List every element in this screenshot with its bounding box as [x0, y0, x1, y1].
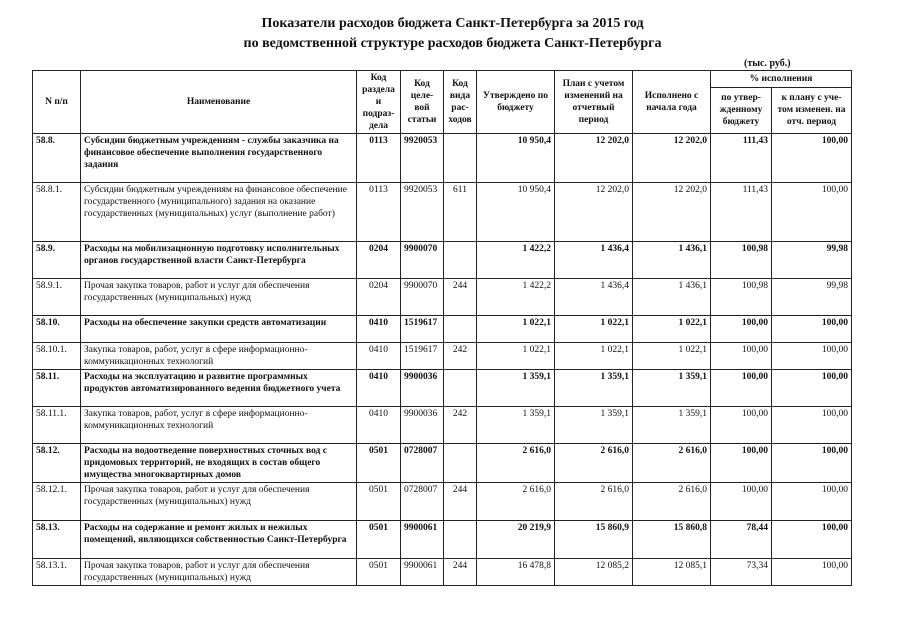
row-pct-approved: 73,34: [711, 559, 772, 586]
row-plan-value: 2 616,0: [555, 483, 633, 521]
row-razdel-code: 0410: [357, 316, 401, 343]
row-pct-plan: 100,00: [772, 316, 852, 343]
row-pct-plan: 100,00: [772, 444, 852, 483]
row-number: 58.10.1.: [33, 343, 81, 370]
header-pct-group: % исполнения: [711, 71, 852, 88]
row-name: Прочая закупка товаров, работ и услуг для обеспечения государственных (муниципальных) нужд: [81, 279, 357, 316]
row-pct-plan: 100,00: [772, 483, 852, 521]
header-cel: Код целе-вой статьи: [401, 71, 444, 134]
row-approved-value: 20 219,9: [477, 521, 555, 559]
row-razdel-code: 0501: [357, 521, 401, 559]
row-expense-type-code: 242: [444, 343, 477, 370]
header-plan: План с учетом изменений на отчетный период: [555, 71, 633, 134]
row-plan-value: 1 436,4: [555, 279, 633, 316]
row-approved-value: 10 950,4: [477, 134, 555, 183]
row-pct-approved: 100,00: [711, 343, 772, 370]
row-expense-type-code: [444, 444, 477, 483]
row-executed-value: 1 436,1: [633, 279, 711, 316]
row-target-code: 0728007: [401, 483, 444, 521]
row-expense-type-code: [444, 370, 477, 407]
row-pct-approved: 100,00: [711, 483, 772, 521]
row-executed-value: 15 860,8: [633, 521, 711, 559]
row-target-code: 9920053: [401, 134, 444, 183]
header-name: Наименование: [81, 71, 357, 134]
row-razdel-code: 0410: [357, 407, 401, 444]
row-plan-value: 1 022,1: [555, 343, 633, 370]
row-target-code: 1519617: [401, 343, 444, 370]
row-number: 58.13.1.: [33, 559, 81, 586]
row-expense-type-code: 244: [444, 279, 477, 316]
row-pct-plan: 100,00: [772, 370, 852, 407]
row-plan-value: 12 085,2: [555, 559, 633, 586]
row-approved-value: 10 950,4: [477, 183, 555, 242]
report-title: Показатели расходов бюджета Санкт-Петербурга за 2015 год: [261, 16, 644, 31]
row-razdel-code: 0204: [357, 242, 401, 279]
row-target-code: 9900070: [401, 279, 444, 316]
row-pct-plan: 100,00: [772, 559, 852, 586]
row-number: 58.12.1.: [33, 483, 81, 521]
units-label: (тыс. руб.): [744, 58, 791, 69]
row-target-code: 0728007: [401, 444, 444, 483]
row-approved-value: 2 616,0: [477, 444, 555, 483]
table-row: [33, 370, 852, 407]
budget-table: [32, 70, 852, 586]
table-row: [33, 134, 852, 183]
row-name: Расходы на обеспечение закупки средств автоматизации: [81, 316, 357, 343]
table-row: [33, 407, 852, 444]
row-plan-value: 1 359,1: [555, 370, 633, 407]
row-executed-value: 1 359,1: [633, 370, 711, 407]
row-executed-value: 12 085,1: [633, 559, 711, 586]
row-executed-value: 1 022,1: [633, 343, 711, 370]
row-razdel-code: 0410: [357, 370, 401, 407]
row-pct-approved: 100,00: [711, 316, 772, 343]
row-executed-value: 1 436,1: [633, 242, 711, 279]
row-plan-value: 12 202,0: [555, 134, 633, 183]
table-row: [33, 343, 852, 370]
row-plan-value: 15 860,9: [555, 521, 633, 559]
table-row: [33, 559, 852, 586]
row-pct-plan: 100,00: [772, 407, 852, 444]
header-np: N п/п: [33, 71, 81, 134]
row-target-code: 9900036: [401, 407, 444, 444]
row-approved-value: 1 422,2: [477, 279, 555, 316]
row-expense-type-code: 244: [444, 559, 477, 586]
row-number: 58.9.: [33, 242, 81, 279]
row-approved-value: 16 478,8: [477, 559, 555, 586]
row-pct-approved: 100,00: [711, 370, 772, 407]
row-expense-type-code: [444, 242, 477, 279]
row-approved-value: 2 616,0: [477, 483, 555, 521]
row-executed-value: 1 022,1: [633, 316, 711, 343]
table-row: [33, 483, 852, 521]
row-target-code: 9900070: [401, 242, 444, 279]
table-row: [33, 521, 852, 559]
row-pct-approved: 100,98: [711, 279, 772, 316]
header-isp: Исполнено с начала года: [633, 71, 711, 134]
row-number: 58.10.: [33, 316, 81, 343]
row-name: Субсидии бюджетным учреждениям - службы заказчика на финансовое обеспечение выполнения государственного задания: [81, 134, 357, 183]
row-razdel-code: 0501: [357, 444, 401, 483]
row-target-code: 9920053: [401, 183, 444, 242]
row-expense-type-code: 244: [444, 483, 477, 521]
row-name: Субсидии бюджетным учреждениям на финансовое обеспечение государственного (муниципального) задания на оказание государственных (муниципальных) услуг (выполнение работ): [81, 183, 357, 242]
row-target-code: 1519617: [401, 316, 444, 343]
row-pct-approved: 111,43: [711, 134, 772, 183]
table-row: [33, 279, 852, 316]
row-plan-value: 2 616,0: [555, 444, 633, 483]
row-number: 58.11.: [33, 370, 81, 407]
row-number: 58.8.1.: [33, 183, 81, 242]
row-target-code: 9900061: [401, 559, 444, 586]
row-approved-value: 1 022,1: [477, 316, 555, 343]
row-plan-value: 1 022,1: [555, 316, 633, 343]
row-pct-plan: 99,98: [772, 279, 852, 316]
row-name: Закупка товаров, работ, услуг в сфере информационно-коммуникационных технологий: [81, 407, 357, 444]
row-pct-plan: 100,00: [772, 521, 852, 559]
row-number: 58.8.: [33, 134, 81, 183]
header-pct-utv: по утвер-жденному бюджету: [711, 87, 772, 133]
row-executed-value: 1 359,1: [633, 407, 711, 444]
row-razdel-code: 0410: [357, 343, 401, 370]
row-number: 58.11.1.: [33, 407, 81, 444]
row-pct-approved: 78,44: [711, 521, 772, 559]
row-pct-plan: 100,00: [772, 134, 852, 183]
row-approved-value: 1 022,1: [477, 343, 555, 370]
row-target-code: 9900036: [401, 370, 444, 407]
header-pct-plan: к плану с уче-том изменен. на отч. период: [772, 87, 852, 133]
row-pct-plan: 100,00: [772, 183, 852, 242]
row-pct-approved: 100,00: [711, 407, 772, 444]
row-approved-value: 1 359,1: [477, 370, 555, 407]
row-expense-type-code: 611: [444, 183, 477, 242]
row-executed-value: 12 202,0: [633, 134, 711, 183]
row-name: Прочая закупка товаров, работ и услуг для обеспечения государственных (муниципальных) нужд: [81, 559, 357, 586]
row-expense-type-code: [444, 134, 477, 183]
header-razdel: Код раздела и подраз-дела: [357, 71, 401, 134]
row-name: Прочая закупка товаров, работ и услуг для обеспечения государственных (муниципальных) нужд: [81, 483, 357, 521]
row-name: Расходы на водоотведение поверхностных сточных вод с придомовых территорий, не входящих в состав общего имущества многоквартирных домов: [81, 444, 357, 483]
table-row: [33, 444, 852, 483]
row-pct-plan: 99,98: [772, 242, 852, 279]
row-plan-value: 1 436,4: [555, 242, 633, 279]
row-razdel-code: 0501: [357, 483, 401, 521]
row-pct-plan: 100,00: [772, 343, 852, 370]
table-row: [33, 183, 852, 242]
row-pct-approved: 100,98: [711, 242, 772, 279]
row-razdel-code: 0113: [357, 183, 401, 242]
row-name: Расходы на мобилизационную подготовку исполнительных органов государственной власти Санкт-Петербурга: [81, 242, 357, 279]
table-row: [33, 316, 852, 343]
table-row: [33, 242, 852, 279]
row-expense-type-code: 242: [444, 407, 477, 444]
row-razdel-code: 0204: [357, 279, 401, 316]
row-name: Закупка товаров, работ, услуг в сфере информационно-коммуникационных технологий: [81, 343, 357, 370]
header-utv: Утверждено по бюджету: [477, 71, 555, 134]
header-vid: Код вида рас-ходов: [444, 71, 477, 134]
report-subtitle: по ведомственной структуре расходов бюджета Санкт-Петербурга: [243, 36, 662, 51]
row-number: 58.13.: [33, 521, 81, 559]
row-plan-value: 1 359,1: [555, 407, 633, 444]
row-approved-value: 1 359,1: [477, 407, 555, 444]
row-plan-value: 12 202,0: [555, 183, 633, 242]
row-executed-value: 2 616,0: [633, 483, 711, 521]
row-approved-value: 1 422,2: [477, 242, 555, 279]
row-pct-approved: 100,00: [711, 444, 772, 483]
row-expense-type-code: [444, 521, 477, 559]
row-name: Расходы на эксплуатацию и развитие программных продуктов автоматизированного ведения бюджетного учета: [81, 370, 357, 407]
row-name: Расходы на содержание и ремонт жилых и нежилых помещений, являющихся собственностью Санкт-Петербурга: [81, 521, 357, 559]
row-target-code: 9900061: [401, 521, 444, 559]
row-expense-type-code: [444, 316, 477, 343]
row-executed-value: 12 202,0: [633, 183, 711, 242]
row-executed-value: 2 616,0: [633, 444, 711, 483]
row-pct-approved: 111,43: [711, 183, 772, 242]
row-number: 58.12.: [33, 444, 81, 483]
row-razdel-code: 0113: [357, 134, 401, 183]
row-number: 58.9.1.: [33, 279, 81, 316]
row-razdel-code: 0501: [357, 559, 401, 586]
